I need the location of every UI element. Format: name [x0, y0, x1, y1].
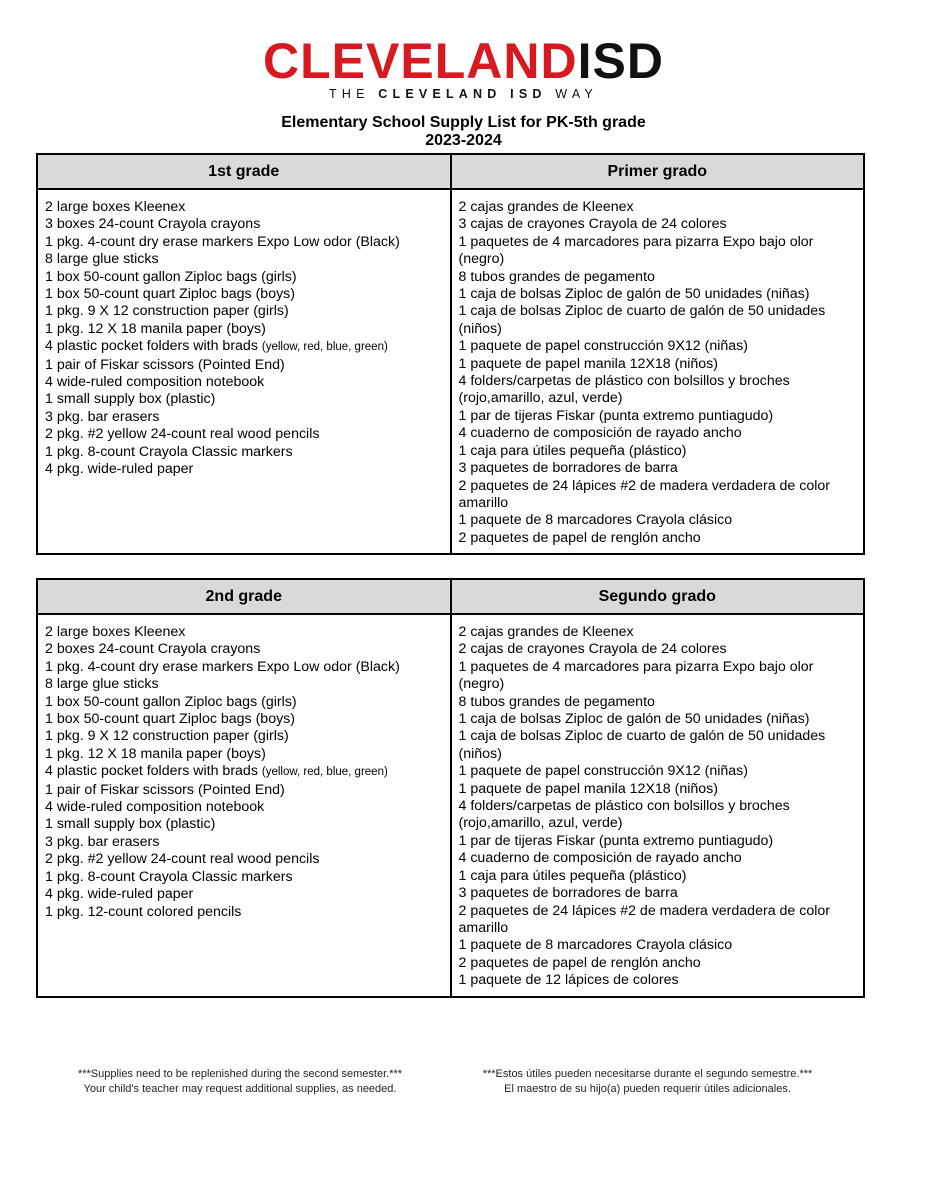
- list-item: 1 small supply box (plastic): [45, 391, 216, 408]
- list-item: 2 paquetes de papel de renglón ancho: [458, 954, 701, 971]
- list-item: 1 paquetes de 4 marcadores para pizarra Expo bajo olor (negro): [458, 233, 814, 268]
- list-item: 1 pair of Fiskar scissors (Pointed End): [45, 356, 285, 373]
- list-item: 3 paquetes de borradores de barra: [458, 460, 678, 477]
- list-item: 1 paquete de papel construcción 9X12 (niñas): [458, 763, 748, 780]
- footer-es-line2: El maestro de su hijo(a) pueden requerir útiles adicionales.: [504, 1083, 791, 1095]
- list-item: 1 box 50-count gallon Ziploc bags (girls): [45, 693, 297, 710]
- list-item: 1 caja de bolsas Ziploc de galón de 50 unidades (niñas): [458, 711, 810, 728]
- tagline-post: WAY: [546, 87, 598, 101]
- footer-en-line2: Your child's teacher may request additional supplies, as needed.: [83, 1083, 397, 1095]
- title-text: Elementary School Supply List for PK-5th grade: [281, 114, 646, 131]
- list-item: 1 paquete de papel construcción 9X12 (niñas): [458, 338, 748, 355]
- footer-note-english: [40, 1067, 440, 1097]
- list-item: 1 pkg. 12 X 18 manila paper (boys): [45, 745, 266, 762]
- list-item: 1 pkg. 12-count colored pencils: [45, 903, 242, 920]
- list-item: 1 caja de bolsas Ziploc de galón de 50 unidades (niñas): [458, 286, 810, 303]
- list-item: 1 pkg. 9 X 12 construction paper (girls): [45, 728, 289, 745]
- list-item: 1 pair of Fiskar scissors (Pointed End): [45, 781, 285, 798]
- list-item: 3 cajas de crayones Crayola de 24 colores: [458, 216, 727, 233]
- list-item-folders: [45, 338, 444, 356]
- list-item: 3 pkg. bar erasers: [45, 408, 160, 425]
- list-item: 1 pkg. 8-count Crayola Classic markers: [45, 868, 293, 885]
- logo-cleveland: CLEVELAND: [263, 33, 578, 89]
- list-item: 1 caja para útiles pequeña (plástico): [458, 867, 687, 884]
- folder-colors: (yellow, red, blue, green): [261, 341, 388, 354]
- list-item-folders: [45, 763, 444, 781]
- list-item: 8 tubos grandes de pegamento: [458, 268, 655, 285]
- list-item: 4 pkg. wide-ruled paper: [45, 886, 194, 903]
- list-item: 8 large glue sticks: [45, 676, 159, 693]
- district-logo: [0, 33, 927, 101]
- list-item: 1 paquete de papel manila 12X18 (niños): [458, 355, 719, 372]
- list-item: 1 pkg. 4-count dry erase markers Expo Low odor (Black): [45, 233, 400, 250]
- segundo-grado-spanish-list: [451, 614, 865, 997]
- footer-note-spanish: [440, 1067, 855, 1097]
- list-item: 2 paquetes de papel de renglón ancho: [458, 529, 701, 546]
- list-item: 2 paquetes de 24 lápices #2 de madera verdadera de color amarillo: [458, 477, 830, 511]
- list-item: 4 folders/carpetas de plástico con bolsillos y broches (rojo,amarillo, azul, verde): [458, 373, 790, 407]
- folder-colors: (yellow, red, blue, green): [261, 766, 388, 779]
- list-item: 1 paquete de papel manila 12X18 (niños): [458, 780, 719, 797]
- list-item: 2 pkg. #2 yellow 24-count real wood pencils: [45, 426, 320, 443]
- list-item: 1 pkg. 8-count Crayola Classic markers: [45, 443, 293, 460]
- list-item: 2 cajas grandes de Kleenex: [458, 624, 634, 640]
- school-year: 2023-2024: [425, 132, 502, 149]
- list-item: 1 pkg. 9 X 12 construction paper (girls): [45, 303, 289, 320]
- logo-wordmark: [0, 33, 927, 89]
- list-item: 1 pkg. 12 X 18 manila paper (boys): [45, 320, 266, 337]
- list-item: 1 caja de bolsas Ziploc de cuarto de galón de 50 unidades (niños): [458, 303, 826, 337]
- first-grade-english-list: [37, 189, 451, 554]
- list-item: 1 caja para útiles pequeña (plástico): [458, 442, 687, 459]
- second-grade-english-list: [37, 614, 451, 997]
- list-item: 2 large boxes Kleenex: [45, 199, 186, 215]
- list-item: 1 box 50-count quart Ziploc bags (boys): [45, 286, 295, 303]
- list-item: 1 paquete de 8 marcadores Crayola clásico: [458, 937, 733, 954]
- list-item: 2 paquetes de 24 lápices #2 de madera verdadera de color amarillo: [458, 902, 830, 936]
- second-grade-table: [36, 578, 865, 998]
- tagline-bold: CLEVELAND ISD: [378, 87, 547, 101]
- list-item: 3 boxes 24-count Crayola crayons: [45, 216, 261, 233]
- list-item: 1 paquete de 12 lápices de colores: [458, 972, 679, 989]
- list-item: 2 pkg. #2 yellow 24-count real wood pencils: [45, 851, 320, 868]
- tagline-pre: THE: [329, 87, 379, 101]
- list-item: 3 pkg. bar erasers: [45, 833, 160, 850]
- list-item: 4 folders/carpetas de plástico con bolsillos y broches (rojo,amarillo, azul, verde): [458, 798, 790, 832]
- list-item: 1 small supply box (plastic): [45, 816, 216, 833]
- list-item: 8 tubos grandes de pegamento: [458, 693, 655, 710]
- segundo-grado-header: Segundo grado: [451, 579, 865, 614]
- list-item: 1 paquete de 8 marcadores Crayola clásico: [458, 512, 733, 529]
- list-item: 4 wide-ruled composition notebook: [45, 374, 265, 391]
- list-item: 4 wide-ruled composition notebook: [45, 799, 265, 816]
- first-grade-table: [36, 153, 865, 555]
- list-item: 4 pkg. wide-ruled paper: [45, 461, 194, 478]
- list-item: 2 cajas grandes de Kleenex: [458, 199, 634, 215]
- list-item: 2 boxes 24-count Crayola crayons: [45, 641, 261, 658]
- primer-grado-header: Primer grado: [451, 154, 865, 189]
- list-item: 3 paquetes de borradores de barra: [458, 885, 678, 902]
- logo-isd: ISD: [577, 33, 664, 89]
- list-item: 1 par de tijeras Fiskar (punta extremo puntiagudo): [458, 407, 774, 424]
- first-grade-header: 1st grade: [37, 154, 451, 189]
- list-item: 1 caja de bolsas Ziploc de cuarto de galón de 50 unidades (niños): [458, 728, 826, 762]
- list-item: 1 box 50-count quart Ziploc bags (boys): [45, 711, 295, 728]
- folders-text: 4 plastic pocket folders with brads: [45, 763, 258, 780]
- logo-tagline: [0, 87, 927, 101]
- list-item: 4 cuaderno de composición de rayado ancho: [458, 850, 742, 867]
- second-grade-header: 2nd grade: [37, 579, 451, 614]
- list-item: 4 cuaderno de composición de rayado ancho: [458, 425, 742, 442]
- list-item: 8 large glue sticks: [45, 251, 159, 268]
- footer-en-line1: ***Supplies need to be replenished during the second semester.***: [77, 1068, 403, 1080]
- list-item: 1 paquetes de 4 marcadores para pizarra Expo bajo olor (negro): [458, 658, 814, 693]
- list-item: 2 large boxes Kleenex: [45, 624, 186, 640]
- document-title: [0, 114, 927, 150]
- footer-es-line1: ***Estos útiles pueden necesitarse durante el segundo semestre.***: [482, 1068, 813, 1080]
- list-item: 1 box 50-count gallon Ziploc bags (girls): [45, 268, 297, 285]
- list-item: 1 par de tijeras Fiskar (punta extremo puntiagudo): [458, 832, 774, 849]
- list-item: 2 cajas de crayones Crayola de 24 colores: [458, 641, 727, 658]
- folders-text: 4 plastic pocket folders with brads: [45, 338, 258, 355]
- list-item: 1 pkg. 4-count dry erase markers Expo Low odor (Black): [45, 658, 400, 675]
- primer-grado-spanish-list: [451, 189, 865, 554]
